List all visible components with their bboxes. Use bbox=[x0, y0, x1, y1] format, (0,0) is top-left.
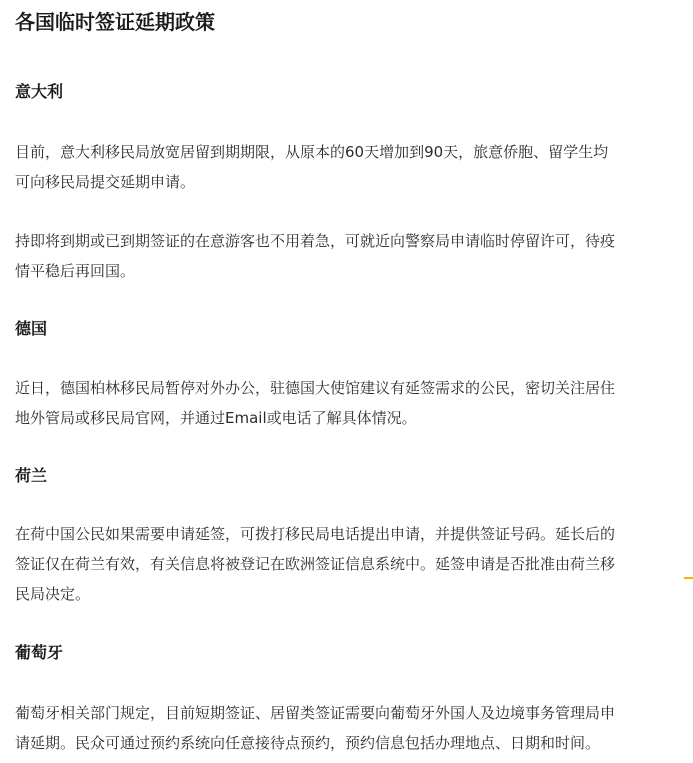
paragraph-line: 民局决定。 bbox=[15, 585, 91, 603]
paragraph-line: 葡萄牙相关部门规定，目前短期签证、居留类签证需要向葡萄牙外国人及边境事务管理局申 bbox=[15, 704, 616, 722]
paragraph-italy-2 bbox=[15, 226, 665, 286]
page-title: 各国临时签证延期政策 bbox=[15, 10, 215, 34]
section-heading-netherlands: 荷兰 bbox=[15, 466, 48, 485]
paragraph-italy-1 bbox=[15, 137, 665, 197]
paragraph-line: 近日，德国柏林移民局暂停对外办公，驻德国大使馆建议有延签需求的公民，密切关注居住 bbox=[15, 379, 616, 397]
paragraph-line: 签证仅在荷兰有效，有关信息将被登记在欧洲签证信息系统中。延签申请是否批准由荷兰移 bbox=[15, 555, 616, 573]
paragraph-line: 地外管局或移民局官网，并通过Email或电话了解具体情况。 bbox=[15, 409, 417, 427]
paragraph-line: 请延期。民众可通过预约系统向任意接待点预约，预约信息包括办理地点、日期和时间。 bbox=[15, 734, 601, 752]
paragraph-line: 持即将到期或已到期签证的在意游客也不用着急，可就近向警察局申请临时停留许可，待疫 bbox=[15, 232, 616, 250]
paragraph-portugal-1 bbox=[15, 698, 665, 758]
paragraph-line: 目前，意大利移民局放宽居留到期期限，从原本的60天增加到90天，旅意侨胞、留学生均 bbox=[15, 143, 609, 161]
paragraph-line: 可向移民局提交延期申请。 bbox=[15, 173, 196, 191]
paragraph-line: 在荷中国公民如果需要申请延签，可拨打移民局电话提出申请，并提供签证号码。延长后的 bbox=[15, 525, 616, 543]
paragraph-germany-1 bbox=[15, 373, 665, 433]
section-heading-italy: 意大利 bbox=[15, 82, 64, 101]
scroll-marker bbox=[684, 577, 693, 579]
section-heading-portugal: 葡萄牙 bbox=[15, 643, 64, 662]
paragraph-line: 情平稳后再回国。 bbox=[15, 262, 136, 280]
paragraph-netherlands-1 bbox=[15, 519, 665, 609]
section-heading-germany: 德国 bbox=[15, 319, 48, 338]
